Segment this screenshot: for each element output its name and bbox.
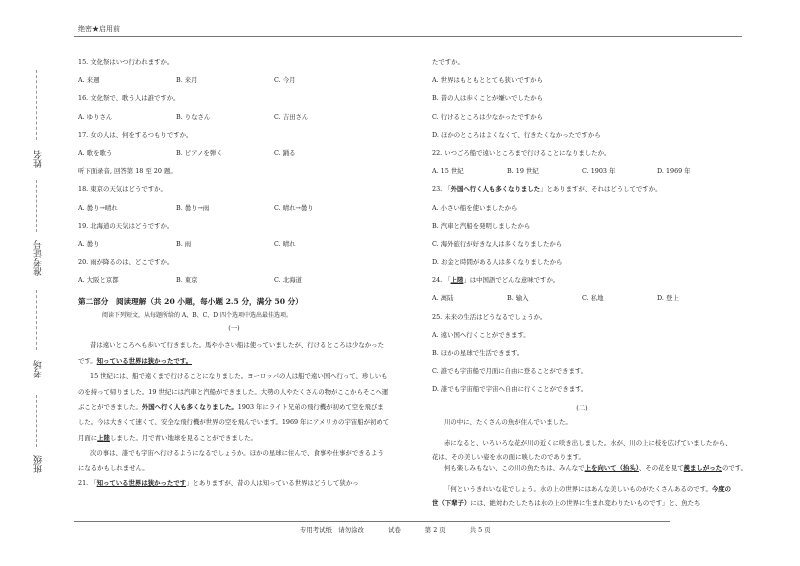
paragraph-text: 昔は遠いところへも歩いて行きました。馬や小さい船は使っていましたが、行けるところは少なかったです。	[78, 341, 384, 365]
question-20: 20. 雨が降るのは、どこですか。	[78, 258, 174, 267]
option: C. 海外旅行が好きな人は多くなりましたから	[432, 239, 563, 248]
option: A. 来週	[78, 76, 100, 85]
question-18-options	[78, 204, 390, 222]
option: A. ゆりさん	[78, 112, 113, 121]
question-text: 24. 「	[432, 276, 451, 285]
question-17: 17. 女の人は、何をするつもりですか。	[78, 130, 193, 139]
option: B. 来月	[176, 76, 198, 85]
option: A. 歌を歌う	[78, 148, 113, 157]
option: D. ほかのところはよくなくて、行きたくなかったですから	[432, 130, 601, 139]
footer-total: 共 5 页	[469, 526, 491, 534]
underlined-phrase: 上陸	[97, 433, 110, 442]
question-15-options	[78, 76, 390, 94]
option: A. 遠い国へ行くことができます。	[432, 330, 530, 339]
underlined-phrase: 上陸	[450, 276, 464, 285]
passage-number: (一)	[228, 324, 240, 333]
passage-paragraph: 赤になると、いろいろな花が川の近くに咲き出しました。水が、川の上に枝を広げていましたから、花は、その美しい姿を水の面に映したのであります。	[432, 438, 732, 461]
section-title: 第二部分 阅读理解（共 20 小题，每小题 2.5 分，满分 50 分）	[78, 297, 303, 307]
passage-paragraph	[78, 369, 390, 446]
bold-phrase: 外国へ行く人も多くなりました	[450, 185, 541, 194]
option: A. 离陆	[432, 294, 454, 303]
question-24	[432, 276, 732, 294]
paragraph-text: 「何というきれいな花でしょう。水の上の世界にはあんな美しいものがたくさんあるのです。	[444, 485, 712, 494]
paragraph-text: しました。月で青い地球を見ることができました。	[109, 433, 257, 442]
underlined-phrase: 知っている世界は狭かったです	[96, 478, 187, 487]
question-19: 19. 北海道の天気はどうですか。	[78, 221, 174, 230]
question-22-options	[432, 167, 732, 185]
paragraph-text: のです。	[722, 463, 748, 472]
option: B. 昔の人は歩くことが嫌いでしたから	[432, 94, 544, 103]
option: A. 曇り→晴れ	[78, 203, 118, 212]
option: C. 誰でも宇宙船で月面に自由に登ることができます。	[432, 367, 588, 376]
option: D. 登上	[657, 294, 679, 303]
question-text: 23. 「	[432, 185, 451, 194]
paragraph-text: 1903 年にライト兄弟の飛行機が初めて空を飛びました。今は大きくて速くて、安全な飛行機が世界の空を飛んでいます。1969 年にアメリカの宇宙船が初めて月面に	[78, 402, 390, 442]
question-25: 25. 未来の生活はどうなるでしょうか。	[432, 312, 547, 321]
option: D. 誰でも宇宙船で宇宙へ自由に行くことができます。	[432, 385, 588, 394]
option: C. 踊る	[274, 148, 296, 157]
question-text: 」は中国語でどんな意味ですか。	[463, 276, 560, 285]
option: A. 15 世紀	[432, 167, 464, 176]
bold-phrase: 今度の世（下辈子）	[432, 485, 732, 508]
binding-line	[36, 70, 37, 140]
option: A. 大阪と京都	[78, 276, 119, 285]
option: B. 输入	[507, 294, 529, 303]
side-exam-no-label: 准考证号	[34, 240, 44, 276]
question-20-options	[78, 276, 390, 294]
right-column	[432, 58, 748, 510]
binding-line	[36, 290, 37, 350]
option: B. ピアノを弾く	[176, 148, 223, 157]
footer-rule	[74, 521, 670, 522]
passage-paragraph	[78, 338, 390, 369]
option: B. ほかの星球で生活できます。	[432, 349, 524, 357]
side-room-label: 考场	[34, 360, 44, 378]
option: C. 北海道	[274, 276, 302, 285]
passage-paragraph	[432, 482, 732, 510]
question-15: 15. 文化祭はいつ行われますか。	[78, 58, 174, 66]
question-18: 18. 東京の天気はどうですか。	[78, 185, 167, 194]
option: C. 1903 年	[582, 167, 616, 176]
option: B. 雨	[176, 239, 192, 248]
confidential-label: 绝密★启用前	[78, 25, 120, 33]
question-16-options	[78, 113, 390, 131]
passage-number: (二)	[576, 403, 588, 412]
question-24-options	[432, 294, 732, 312]
option: C. 晴れ→曇り	[274, 203, 314, 212]
passage-paragraph	[432, 463, 748, 482]
option: B. 曇り→雨	[176, 203, 210, 212]
option: A. 世界はもともととても狭いですから	[432, 76, 543, 85]
option: A. 曇り	[78, 239, 100, 248]
side-class-label: 班级	[34, 455, 44, 473]
section-instructions: 阅读下列短文，从每题所给的 A、B、C、D 四个选项中选出最佳选项。	[102, 312, 292, 320]
paragraph-text: 、その花を見て	[638, 463, 684, 472]
binding-line	[36, 395, 37, 447]
side-name-label: 姓名	[34, 150, 44, 168]
option: B. 汽車と汽船を発明しましたから	[432, 221, 531, 230]
option: B. 19 世紀	[507, 167, 539, 176]
question-21	[78, 479, 390, 497]
passage-paragraph: 次の事は、誰でも宇宙へ行けるようになるでしょうか。ほかの星球に住んで、食事や仕事ができるようになるかもしれません。	[78, 449, 384, 473]
question-23	[432, 185, 732, 203]
footer-page: 第 2 页	[424, 526, 446, 534]
option: D. 1969 年	[657, 167, 691, 176]
listening-note: 听下面录音, 回答第 18 至 20 题。	[78, 167, 177, 176]
question-16: 16. 文化祭で、歌う人は誰ですか。	[78, 94, 180, 103]
option: A. 小さい船を使いましたから	[432, 203, 518, 212]
option: C. 吉田さん	[274, 112, 309, 121]
underlined-phrase: 羨ましがった	[683, 463, 722, 472]
underlined-phrase: 上を向いて（抬头）	[584, 463, 639, 472]
bold-phrase: 外国へ行く人も多くなりました。	[141, 402, 238, 411]
question-17-options	[78, 149, 390, 167]
question-19-options	[78, 240, 390, 258]
header-rule	[74, 36, 742, 37]
question-continuation: たですか。	[432, 58, 464, 66]
underlined-phrase: 知っている世界は狭かったです。	[96, 356, 193, 365]
question-text: 」とありますが、それはどうしてですか。	[540, 185, 662, 194]
binding-line	[36, 180, 37, 232]
paragraph-text: には、絶対わたしたちは水の上の世界に生まれ変わりたいものです」と、魚たち	[470, 499, 701, 508]
option: C. 行けるところは少なかったですから	[432, 112, 543, 121]
passage-paragraph: 川の中に、たくさんの魚が住んでいました。	[444, 417, 572, 426]
question-text: 」とありますが、昔の人は知っている世界はどうして狭かっ	[186, 478, 359, 487]
question-text: 21. 「	[78, 478, 97, 487]
option: C. 今月	[274, 76, 296, 85]
left-column	[78, 58, 390, 497]
paragraph-text: 15 世紀には、船で遠くまで行けることになりました。ヨーロッパの人は船で遠い国へ行って、珍しいものを持って帰りました。19 世紀には汽車と汽船ができました。大勢の人やたくさんの物がここからそこへ運ぶことができました。	[78, 372, 389, 411]
question-22: 22. いつごろ船で遠いところまで行けることになりましたか。	[432, 148, 611, 157]
footer-notice: 专用考试纸 请勿涂改	[300, 526, 364, 534]
footer-paper: 试卷	[387, 526, 401, 534]
option: D. お金と時間がある人は多くなりましたから	[432, 258, 563, 267]
option: B. 東京	[176, 276, 198, 285]
option: B. りなさん	[176, 112, 211, 121]
paragraph-text: 何も楽しみもない、この川の魚たちは、みんなで	[444, 463, 585, 472]
option: C. 晴れ	[274, 239, 296, 248]
page-footer	[300, 525, 513, 534]
option: C. 私地	[582, 294, 604, 303]
